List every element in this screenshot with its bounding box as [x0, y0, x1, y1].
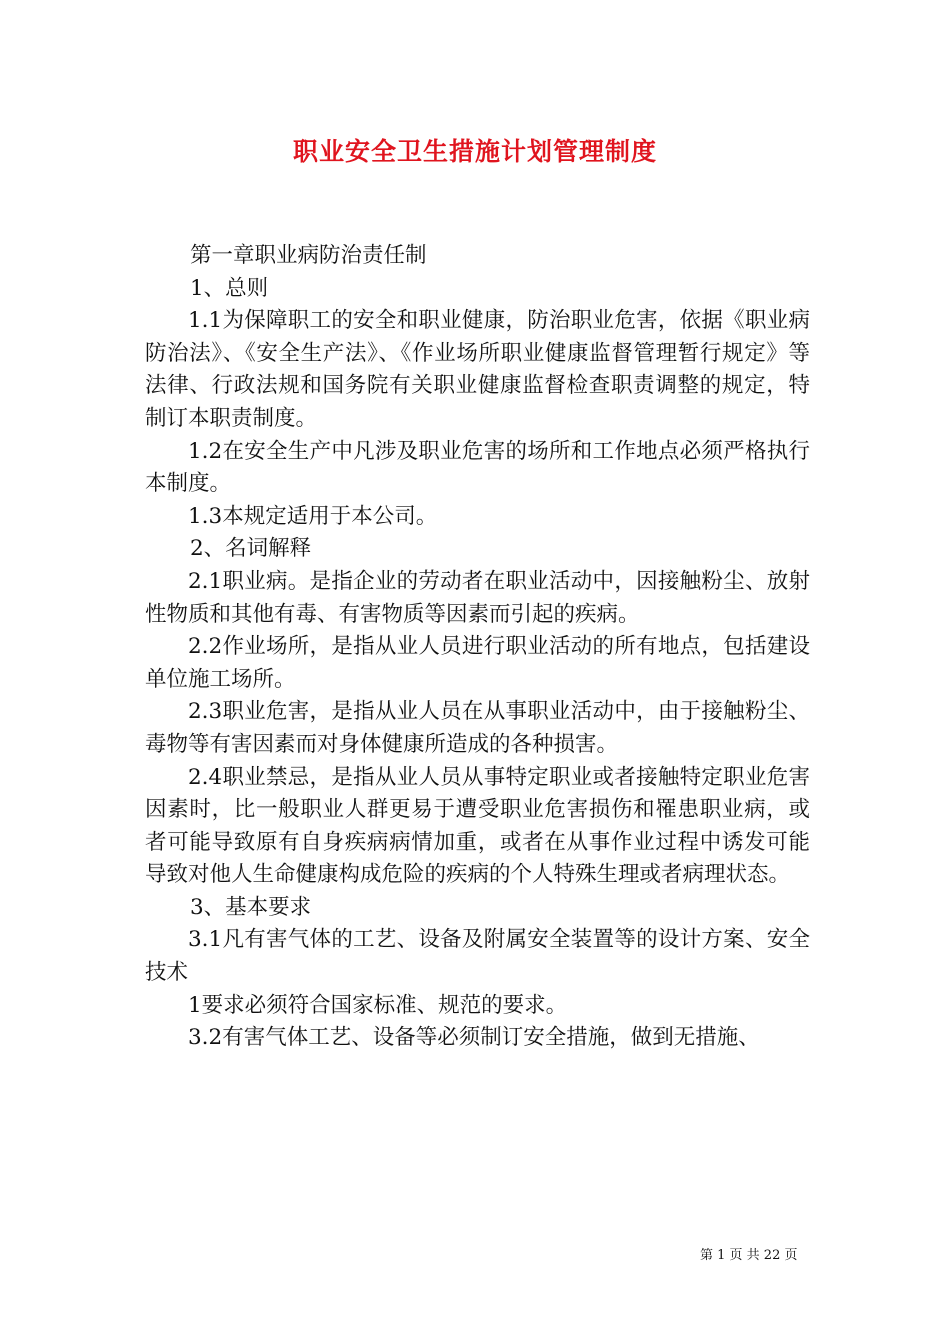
paragraph: 1.1为保障职工的安全和职业健康，防治职业危害，依据《职业病防治法》、《安全生产法》、《作业场所职业健康监督管理暂行规定》等法律、行政法规和国务院有关职业健康监督检查职责调整的规定，特制订本职责制度。: [145, 308, 810, 431]
paragraph: 3.1凡有害气体的工艺、设备及附属安全装置等的设计方案、安全技术: [145, 927, 810, 986]
paragraph: 1.2在安全生产中凡涉及职业危害的场所和工作地点必须严格执行本制度。: [145, 438, 810, 497]
chapter-heading: 第一章职业病防治责任制: [190, 243, 427, 268]
document-body: [145, 240, 810, 1055]
paragraph: 3.2有害气体工艺、设备等必须制订安全措施，做到无措施、: [188, 1025, 760, 1051]
paragraph: 1要求必须符合国家标准、规范的要求。: [188, 992, 568, 1018]
section-heading: 2、名词解释: [190, 536, 312, 562]
paragraph: 2.4职业禁忌，是指从业人员从事特定职业或者接触特定职业危害因素时，比一般职业人群更易于遭受职业危害损伤和罹患职业病，或者可能导致原有自身疾病病情加重，或者在从事作业过程中诱发可能导致对他人生命健康构成危险的疾病的个人特殊生理或者病理状态。: [145, 764, 810, 888]
document-title: 职业安全卫生措施计划管理制度: [292, 137, 657, 166]
section-heading: 1、总则: [190, 275, 269, 301]
paragraph: 1.3本规定适用于本公司。: [188, 503, 438, 529]
page-number-footer: 第 1 页 共 22 页: [700, 1248, 798, 1263]
paragraph: 2.1职业病。是指企业的劳动者在职业活动中，因接触粉尘、放射性物质和其他有毒、有害物质等因素而引起的疾病。: [145, 568, 810, 627]
paragraph: 2.2作业场所，是指从业人员进行职业活动的所有地点，包括建设单位施工场所。: [145, 634, 810, 692]
section-heading: 3、基本要求: [190, 894, 312, 920]
paragraph: 2.3职业危害，是指从业人员在从事职业活动中，由于接触粉尘、毒物等有害因素而对身体健康所造成的各种损害。: [145, 699, 810, 757]
